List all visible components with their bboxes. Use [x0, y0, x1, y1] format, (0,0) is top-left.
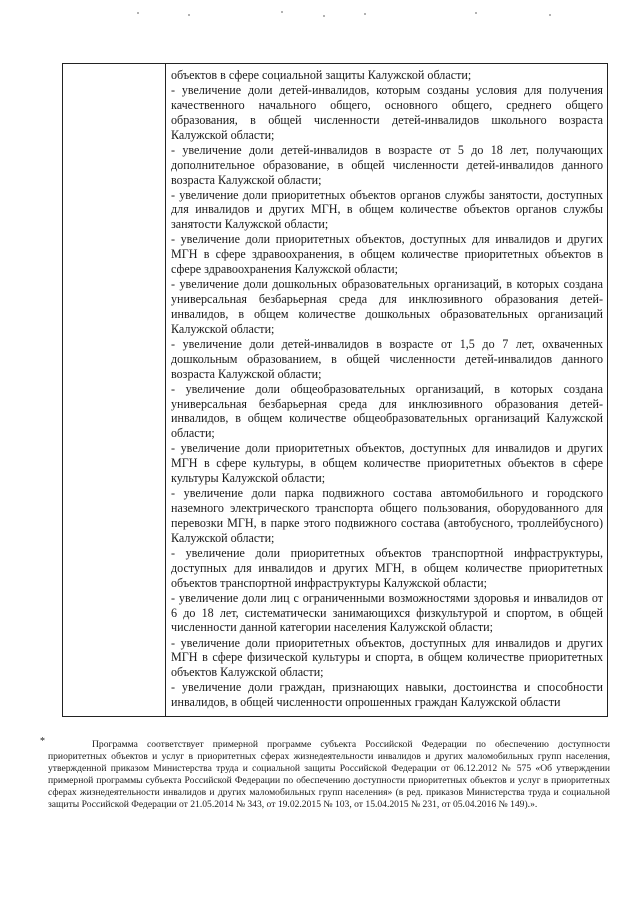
list-item: - увеличение доли дошкольных образовательных организаций, в которых создана универсальная безбарьерная среда для инклюзивного образования детей-инвалидов, в общем количестве дошкольных образовательных организаций Калужской области; — [171, 277, 603, 336]
list-item: - увеличение доли приоритетных объектов, доступных для инвалидов и других МГН в сфере культуры, в общем количестве приоритетных объектов в сфере культуры Калужской области; — [171, 441, 603, 486]
footnote-marker: * — [40, 736, 45, 747]
scan-speck — [549, 14, 551, 16]
footnote — [40, 736, 610, 812]
list-item: - увеличение доли детей-инвалидов в возрасте от 5 до 18 лет, получающих дополнительное образование, в общей численности детей-инвалидов данного возраста Калужской области; — [171, 142, 603, 187]
list-item: объектов в сфере социальной защиты Калужской области; — [171, 68, 472, 82]
list-item: - увеличение доли приоритетных объектов органов службы занятости, доступных для инвалидов и других МГН, в общем количестве объектов органов службы занятости Калужской области; — [171, 187, 603, 232]
scan-speck — [475, 12, 477, 14]
list-item: - увеличение доли парка подвижного состава автомобильного и городского наземного электрического транспорта общего пользования, оборудованного для перевозки МГН, в парке этого подвижного состава (автобусного, троллейбусного) Калужской области; — [171, 486, 603, 545]
list-item: - увеличение доли детей-инвалидов, которым созданы условия для получения качественного начального общего, основного общего, среднего общего образования, в общей численности детей-инвалидов школьного возраста Калужской области; — [171, 83, 603, 142]
list-item: - увеличение доли лиц с ограниченными возможностями здоровья и инвалидов от 6 до 18 лет, систематически занимающихся физкультурой и спортом, в общей численности данной категории населения Калужской области; — [171, 590, 603, 635]
goals-table — [62, 63, 608, 717]
scan-speck — [323, 15, 325, 17]
list-item: - увеличение доли приоритетных объектов, доступных для инвалидов и других МГН в сфере физической культуры и спорта, в общем количестве приоритетных объектов Калужской области; — [171, 635, 603, 680]
table-row — [63, 64, 608, 717]
list-item: - увеличение доли приоритетных объектов транспортной инфраструктуры, доступных для инвалидов и других МГН, в общем количестве приоритетных объектов транспортной инфраструктуры Калужской области; — [171, 545, 603, 590]
table-cell-right — [166, 64, 608, 717]
scan-speck — [364, 13, 366, 15]
list-item: - увеличение доли граждан, признающих навыки, достоинства и способности инвалидов, в общей численности опрошенных граждан Калужской области — [171, 680, 603, 710]
scan-speck — [137, 12, 139, 14]
list-item: - увеличение доли детей-инвалидов в возрасте от 1,5 до 7 лет, охваченных дошкольным образованием, в общей численности детей-инвалидов данного возраста Калужской области; — [171, 336, 603, 381]
scan-speck — [188, 14, 190, 16]
scan-speck — [281, 11, 283, 13]
list-item: - увеличение доли общеобразовательных организаций, в которых создана универсальная безбарьерная среда для инклюзивного образования детей-инвалидов, в общем количестве общеобразовательных организаций Калужской области; — [171, 381, 603, 441]
list-item: - увеличение доли приоритетных объектов, доступных для инвалидов и других МГН в сфере здравоохранения, в общем количестве приоритетных объектов в сфере здравоохранения Калужской области; — [171, 232, 603, 277]
table-cell-left — [63, 64, 166, 717]
footnote-text: Программа соответствует примерной программе субъекта Российской Федерации по обеспечению доступности приоритетных объектов и услуг в приоритетных сферах жизнедеятельности инвалидов и других маломобильных групп населения, утвержденной приказом Министерства труда и социальной защиты Российской Федерации от 06.12.2012 № 575 «Об утверждении примерной программы субъекта Российской Федерации по обеспечению доступности приоритетных объектов и услуг в приоритетных сферах жизнедеятельности инвалидов и других маломобильных групп населения» (в ред. приказов Министерства труда и социальной защиты Российской Федерации от 21.05.2014 № 343, от 19.02.2015 № 103, от 15.04.2015 № 231, от 05.04.2016 № 149).». — [48, 739, 610, 811]
